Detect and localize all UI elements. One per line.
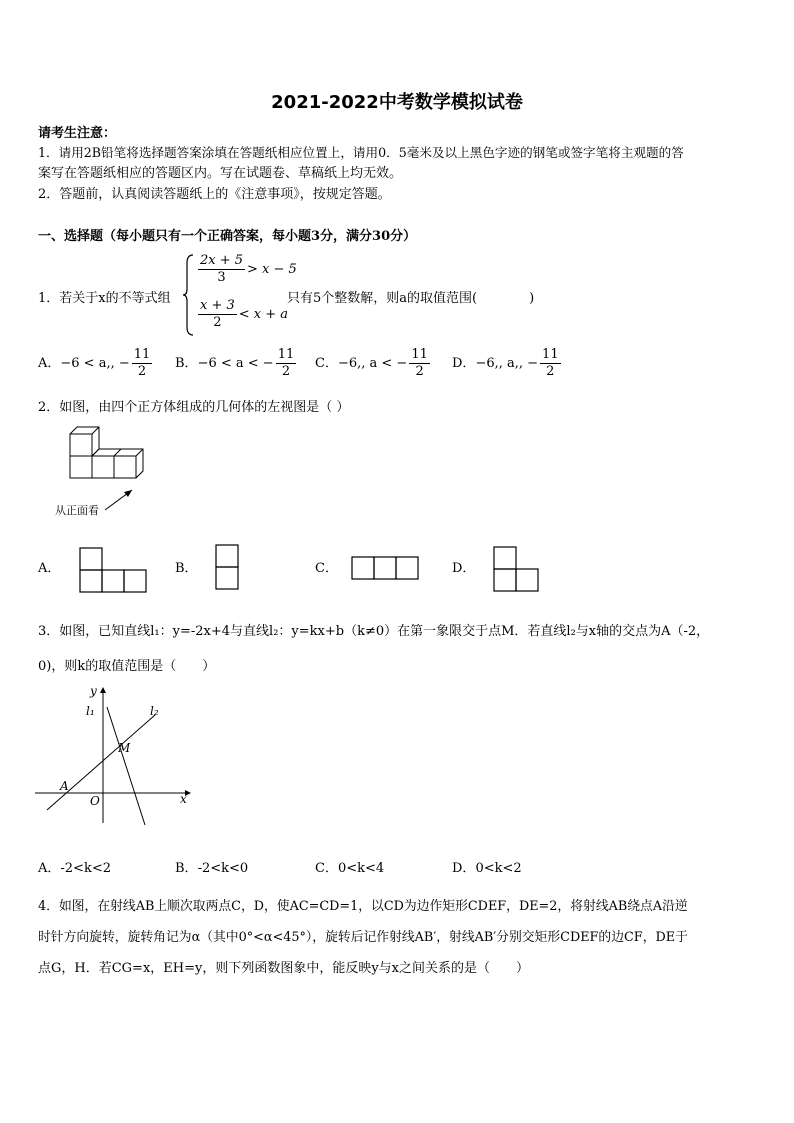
q1-option-a-text: −6 < a,, − bbox=[60, 356, 130, 371]
q1-option-d-text: −6,, a,, − bbox=[475, 356, 539, 371]
q3-option-c-text: 0<k<4 bbox=[337, 861, 385, 876]
q3-option-a-label: A． bbox=[38, 861, 61, 876]
q1-option-d-label: D． bbox=[452, 356, 476, 371]
q2-option-c[interactable] bbox=[315, 557, 338, 576]
q1-suffix: 只有5个整数解，则a的取值范围( ) bbox=[287, 291, 535, 306]
q3-option-d-text: 0<k<2 bbox=[475, 861, 522, 876]
q3-label-a: A bbox=[60, 779, 69, 793]
q1-inequality-2 bbox=[196, 298, 288, 331]
q3-option-c-label: C． bbox=[315, 861, 338, 876]
q3-option-a-text: -2<k<2 bbox=[60, 861, 111, 876]
q2-option-c-figure bbox=[351, 556, 423, 582]
q1-ineq1-den: 3 bbox=[217, 270, 226, 285]
q1-ineq2-rest: < x + a bbox=[238, 307, 289, 322]
section-heading: 一、选择题（每小题只有一个正确答案，每小题3分，满分30分） bbox=[38, 229, 417, 244]
q1-option-a-num: 11 bbox=[133, 347, 151, 362]
q1-inequality-1 bbox=[196, 253, 297, 286]
q3-option-a[interactable] bbox=[38, 857, 111, 876]
q1-option-a-den: 2 bbox=[137, 364, 147, 379]
q1-option-d[interactable] bbox=[452, 347, 563, 380]
q1-option-b-num: 11 bbox=[277, 347, 295, 362]
q2-figure-caption: 从正面看 bbox=[55, 504, 99, 517]
q2-option-d[interactable] bbox=[452, 557, 475, 576]
q3-option-b-label: B． bbox=[175, 861, 198, 876]
q1-brace bbox=[183, 253, 195, 337]
page-title: 2021-2022中考数学模拟试卷 bbox=[271, 92, 523, 113]
q1-option-b[interactable] bbox=[175, 347, 298, 380]
q1-ineq2-den: 2 bbox=[213, 315, 222, 330]
notice-item2: 2．答题前，认真阅读答题纸上的《注意事项》，按规定答题。 bbox=[38, 187, 391, 202]
q2-option-b-figure bbox=[215, 544, 241, 592]
q3-text-b: 0)，则k的取值范围是（ ） bbox=[38, 659, 216, 674]
q3-label-y: y bbox=[90, 684, 97, 698]
q3-option-b-text: -2<k<0 bbox=[197, 861, 249, 876]
q4-line-1: 4．如图，在射线AB上顺次取两点C，D，使AC=CD=1，以CD为边作矩形CDEF，DE=2，将射线AB绕点A沿逆 bbox=[38, 899, 688, 914]
q3-option-d[interactable] bbox=[452, 857, 522, 876]
q3-option-d-label: D． bbox=[452, 861, 476, 876]
q1-option-c-num: 11 bbox=[411, 347, 428, 362]
q1-option-b-text: −6 < a < − bbox=[197, 356, 274, 371]
q2-option-c-label: C． bbox=[315, 561, 338, 576]
q1-option-c-text: −6,, a < − bbox=[337, 356, 408, 371]
q4-line-3: 点G，H．若CG=x，EH=y，则下列函数图象中，能反映y与x之间关系的是（ ） bbox=[38, 961, 530, 976]
q3-label-o: O bbox=[90, 794, 100, 808]
q1-ineq1-rest: > x − 5 bbox=[247, 262, 297, 277]
q2-option-b[interactable] bbox=[175, 557, 198, 576]
q3-label-l2: l₂ bbox=[150, 704, 159, 718]
q1-option-c-den: 2 bbox=[415, 364, 424, 379]
q1-option-c-label: C． bbox=[315, 356, 338, 371]
q2-option-a-label: A． bbox=[38, 561, 61, 576]
q1-prefix: 1．若关于x的不等式组 bbox=[38, 291, 171, 306]
notice-heading: 请考生注意： bbox=[38, 126, 117, 141]
q3-graph bbox=[35, 685, 195, 830]
q1-option-a[interactable] bbox=[38, 347, 154, 380]
q1-ineq2-num: x + 3 bbox=[200, 298, 235, 313]
q2-option-b-label: B． bbox=[175, 561, 198, 576]
q2-text: 2．如图，由四个正方体组成的几何体的左视图是（ ） bbox=[38, 400, 350, 415]
q3-label-x: x bbox=[180, 792, 187, 806]
q1-option-a-label: A． bbox=[38, 356, 61, 371]
q3-option-c[interactable] bbox=[315, 857, 384, 876]
q3-label-m: M bbox=[118, 741, 131, 755]
q1-option-c[interactable] bbox=[315, 347, 432, 380]
q3-label-l1: l₁ bbox=[86, 704, 95, 718]
q2-option-a[interactable] bbox=[38, 557, 60, 576]
q4-line-2: 时针方向旋转，旋转角记为α（其中0°<α<45°），旋转后记作射线AB′，射线AB′分别交矩形CDEF的边CF，DE于 bbox=[38, 930, 688, 945]
notice-item1-a: 1．请用2B铅笔将选择题答案涂填在答题纸相应位置上，请用0．5毫米及以上黑色字迹的钢笔或签字笔将主观题的答 bbox=[38, 145, 684, 160]
q3-text-a: 3．如图，已知直线l₁：y=-2x+4与直线l₂：y=kx+b（k≠0）在第一象限交于点M．若直线l₂与x轴的交点为A（-2， bbox=[38, 624, 710, 639]
q1-ineq1-num: 2x + 5 bbox=[200, 253, 244, 268]
q2-option-d-label: D． bbox=[452, 561, 476, 576]
q2-option-d-figure bbox=[493, 546, 543, 594]
q2-option-a-figure bbox=[79, 547, 151, 593]
q1-option-b-label: B． bbox=[175, 356, 198, 371]
q1-option-d-num: 11 bbox=[542, 347, 559, 362]
notice-item1-b: 案写在答题纸相应的答题区内。写在试题卷、草稿纸上均无效。 bbox=[38, 166, 403, 181]
q1-option-d-den: 2 bbox=[546, 364, 555, 379]
q1-option-b-den: 2 bbox=[281, 364, 291, 379]
q3-option-b[interactable] bbox=[175, 857, 248, 876]
